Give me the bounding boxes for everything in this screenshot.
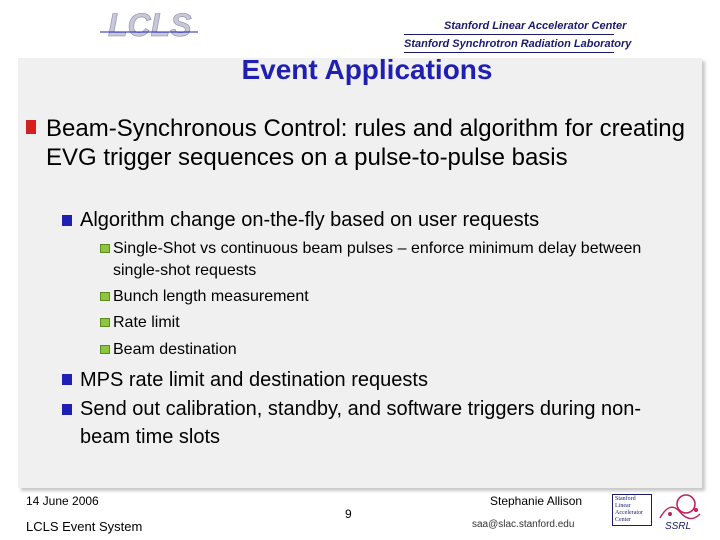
header [0, 0, 720, 58]
bullet-marker-l2 [62, 404, 72, 415]
org-line-ssrl: Stanford Synchrotron Radiation Laboratory [404, 38, 632, 50]
org-line-slac: Stanford Linear Accelerator Center [444, 20, 627, 32]
lcls-logo [100, 6, 200, 46]
bullet-marker-l3 [100, 345, 110, 354]
sub-sub-bullet-single-shot: Single-Shot vs continuous beam pulses – enforce minimum delay between single-shot requests [113, 240, 642, 279]
ssrl-logo [656, 492, 706, 532]
bullet-marker-l2 [62, 374, 72, 385]
sub-bullet-calibration: Send out calibration, standby, and software triggers during non-beam time slots [80, 398, 642, 448]
sub-bullet-algorithm: Algorithm change on-the-fly based on user requests [80, 209, 540, 231]
lcls-logo-text: LCLS [108, 7, 192, 43]
page-number: 9 [345, 507, 352, 521]
footer-email: saa@slac.stanford.edu [472, 519, 575, 530]
bullet-marker-l3 [100, 318, 110, 327]
bullet-marker-l2 [62, 215, 72, 226]
footer-author: Stephanie Allison [490, 494, 583, 508]
slac-logo-text: Stanford Linear Accelerator Center [615, 496, 643, 523]
bullet-marker-l3 [100, 292, 110, 301]
slide-title: Event Applications [241, 54, 493, 85]
sub-sub-bullet-bunch-length: Bunch length measurement [113, 288, 309, 305]
bullet-text-l1: Beam-Synchronous Control: rules and algorithm for creating EVG trigger sequences on a pulse-to-pulse basis [46, 115, 685, 171]
ssrl-logo-text: SSRL [664, 521, 692, 532]
sub-bullet-mps: MPS rate limit and destination requests [80, 369, 428, 391]
header-rule-bottom [404, 52, 614, 53]
sub-sub-bullet-rate-limit: Rate limit [113, 314, 180, 331]
slac-logo [612, 494, 652, 526]
sub-sub-bullet-beam-destination: Beam destination [113, 341, 237, 358]
bullet-marker-l1 [26, 120, 36, 134]
footer-system-name: LCLS Event System [26, 519, 143, 534]
bullet-marker-l3 [100, 244, 110, 253]
header-rule-top [404, 34, 614, 35]
footer-date: 14 June 2006 [26, 494, 99, 508]
